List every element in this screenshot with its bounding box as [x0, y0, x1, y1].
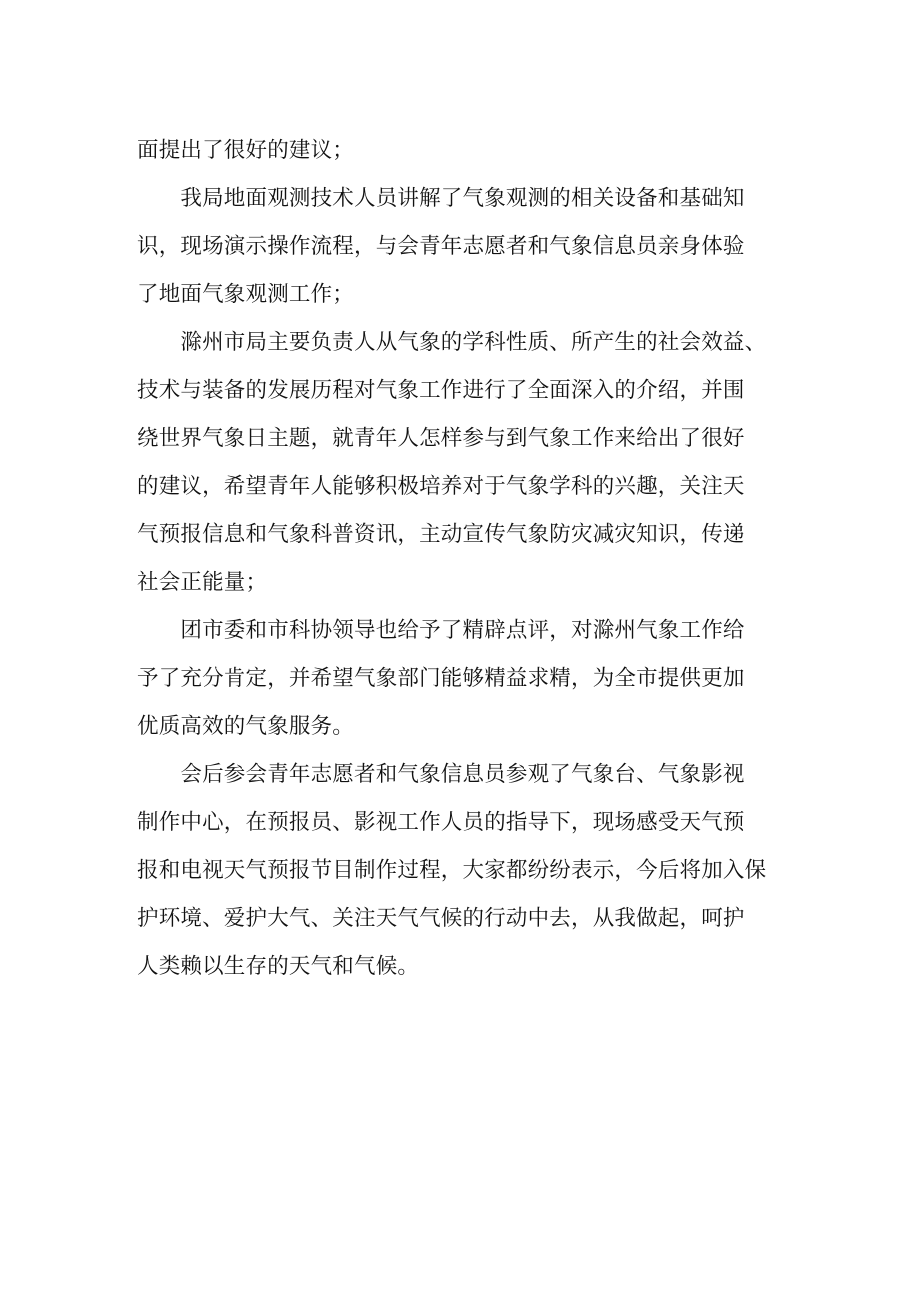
text-line: 人类赖以生存的天气和气候。 — [137, 954, 420, 979]
text-line: 我局地面观测技术人员讲解了气象观测的相关设备和基础知 — [137, 186, 745, 211]
text-line: 予了充分肯定，并希望气象部门能够精益求精，为全市提供更加 — [137, 666, 745, 691]
text-line: 了地面气象观测工作； — [137, 282, 355, 307]
paragraph — [137, 319, 797, 607]
text-line: 识，现场演示操作流程，与会青年志愿者和气象信息员亲身体验 — [137, 234, 745, 259]
text-line: 报和电视天气预报节目制作过程，大家都纷纷表示，今后将加入保 — [137, 858, 767, 883]
text-line: 滁州市局主要负责人从气象的学科性质、所产生的社会效益、 — [137, 330, 767, 355]
text-line: 会后参会青年志愿者和气象信息员参观了气象台、气象影视 — [137, 762, 745, 787]
text-line: 团市委和市科协领导也给予了精辟点评，对滁州气象工作给 — [137, 618, 745, 643]
paragraph — [137, 127, 797, 175]
paragraph — [137, 175, 797, 319]
text-line: 优质高效的气象服务。 — [137, 714, 355, 739]
text-line: 气预报信息和气象科普资讯，主动宣传气象防灾减灾知识，传递 — [137, 522, 745, 547]
paragraph — [137, 607, 797, 751]
text-line: 护环境、爱护大气、关注天气气候的行动中去，从我做起，呵护 — [137, 906, 745, 931]
text-line: 技术与装备的发展历程对气象工作进行了全面深入的介绍，并围 — [137, 378, 745, 403]
body-text — [137, 127, 797, 991]
paragraph — [137, 751, 797, 991]
text-line: 绕世界气象日主题，就青年人怎样参与到气象工作来给出了很好 — [137, 426, 745, 451]
text-line: 社会正能量； — [137, 570, 268, 595]
text-line: 制作中心，在预报员、影视工作人员的指导下，现场感受天气预 — [137, 810, 745, 835]
text-line: 面提出了很好的建议； — [137, 138, 355, 163]
text-line: 的建议，希望青年人能够积极培养对于气象学科的兴趣，关注天 — [137, 474, 745, 499]
